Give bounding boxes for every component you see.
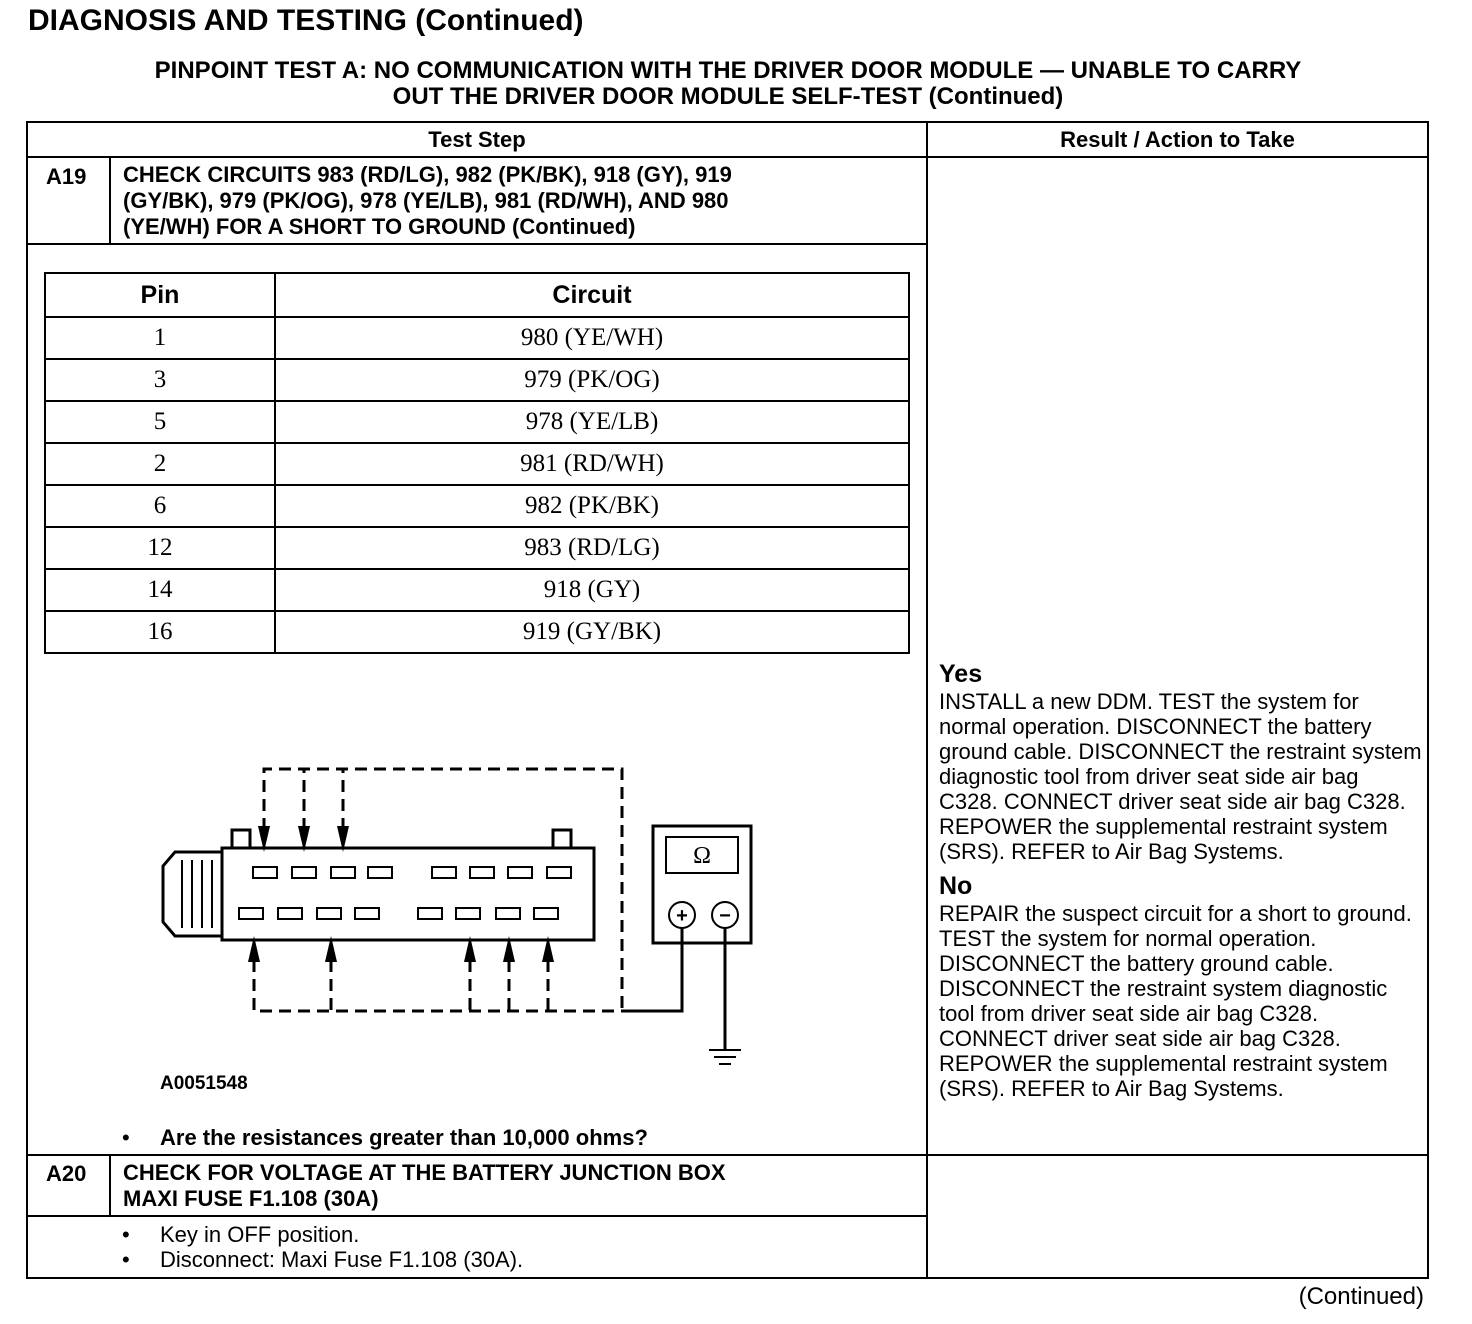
cavity-bottom: [317, 908, 341, 919]
bullet-mark: •: [122, 1247, 130, 1272]
subtitle-line-1: PINPOINT TEST A: NO COMMUNICATION WITH THE DRIVER DOOR MODULE — UNABLE TO CARRY: [154, 57, 1302, 84]
circuit-cell: 978 (YE/LB): [275, 401, 909, 443]
plus-icon: +: [676, 905, 688, 927]
ground-symbol-icon: [709, 1050, 741, 1064]
pin-cell: 2: [45, 443, 275, 485]
cavity-bottom: [496, 908, 520, 919]
cavity-top: [368, 867, 392, 878]
pin-cell: 6: [45, 485, 275, 527]
circuit-header: Circuit: [275, 273, 909, 317]
page-title: DIAGNOSIS AND TESTING (Continued): [28, 4, 584, 37]
bullet-text: Key in OFF position.: [160, 1222, 360, 1247]
result-block: [939, 660, 1423, 1101]
step-title-a19: CHECK CIRCUITS 983 (RD/LG), 982 (PK/BK), 918 (GY), 919 (GY/BK), 979 (PK/OG), 978 (YE/LB), 981 (RD/WH), AND 980 (YE/WH) FOR A SHORT TO GROUND (Continued): [123, 162, 732, 239]
no-action: REPAIR the suspect circuit for a short to ground. TEST the system for normal operation. DISCONNECT the battery ground cable. DISCONNECT the restraint system diagnostic tool from driver seat side air bag C328. CONNECT driver seat side air bag C328. REPOWER the supplemental restraint system (SRS). REFER to Air Bag Systems.: [939, 901, 1412, 1101]
cavity-bottom: [456, 908, 480, 919]
step-id-a19: A19: [46, 164, 87, 189]
pin-cell: 3: [45, 359, 275, 401]
connector-latch-right: [553, 830, 571, 848]
circuit-cell: 980 (YE/WH): [275, 317, 909, 359]
step-id-a20: A20: [46, 1161, 87, 1186]
cavity-bottom: [239, 908, 263, 919]
bullet-mark: •: [122, 1222, 130, 1247]
cavity-top: [253, 867, 277, 878]
cavity-bottom: [278, 908, 302, 919]
cavity-top: [470, 867, 494, 878]
cavity-top: [292, 867, 316, 878]
cavity-top: [547, 867, 571, 878]
cavity-top: [331, 867, 355, 878]
pin-cell: 1: [45, 317, 275, 359]
cavity-top: [432, 867, 456, 878]
continued-footer: (Continued): [1298, 1283, 1424, 1310]
yes-action: INSTALL a new DDM. TEST the system for normal operation. DISCONNECT the battery ground cable. DISCONNECT the restraint system diagnostic tool from driver seat side air bag C328. CONNECT driver seat side air bag C328. REPOWER the supplemental restraint system (SRS). REFER to Air Bag Systems.: [939, 689, 1422, 864]
header-test-step: Test Step: [428, 127, 526, 152]
circuit-cell: 979 (PK/OG): [275, 359, 909, 401]
probe-arrows: [248, 826, 554, 962]
circuit-cell: 982 (PK/BK): [275, 485, 909, 527]
step-title-a20: CHECK FOR VOLTAGE AT THE BATTERY JUNCTION BOX MAXI FUSE F1.108 (30A): [123, 1160, 726, 1211]
circuit-cell: 918 (GY): [275, 569, 909, 611]
circuit-cell: 919 (GY/BK): [275, 611, 909, 653]
dashed-jumper-wires: [254, 769, 622, 1011]
connector-pin-cavities: [239, 867, 571, 919]
pin-cell: 12: [45, 527, 275, 569]
question-bullet: •: [122, 1125, 130, 1150]
yes-label: Yes: [939, 660, 983, 688]
cavity-bottom: [355, 908, 379, 919]
no-label: No: [939, 872, 973, 900]
pin-cell: 14: [45, 569, 275, 611]
connector-body: [222, 848, 594, 940]
ohm-symbol-icon: Ω: [693, 843, 711, 869]
cavity-bottom: [418, 908, 442, 919]
header-result: Result / Action to Take: [1060, 127, 1295, 152]
connector-ribs: [182, 860, 212, 928]
question-text: Are the resistances greater than 10,000 ohms?: [160, 1125, 648, 1150]
minus-icon: −: [719, 905, 731, 927]
pin-header: Pin: [45, 273, 275, 317]
cavity-top: [508, 867, 532, 878]
pin-cell: 16: [45, 611, 275, 653]
circuit-cell: 981 (RD/WH): [275, 443, 909, 485]
pin-cell: 5: [45, 401, 275, 443]
circuit-cell: 983 (RD/LG): [275, 527, 909, 569]
subtitle-line-2: OUT THE DRIVER DOOR MODULE SELF-TEST (Continued): [392, 83, 1064, 110]
connector-latch-left: [232, 830, 250, 848]
figure-id: A0051548: [160, 1073, 248, 1094]
bullet-text: Disconnect: Maxi Fuse F1.108 (30A).: [160, 1247, 524, 1272]
cavity-bottom: [534, 908, 558, 919]
